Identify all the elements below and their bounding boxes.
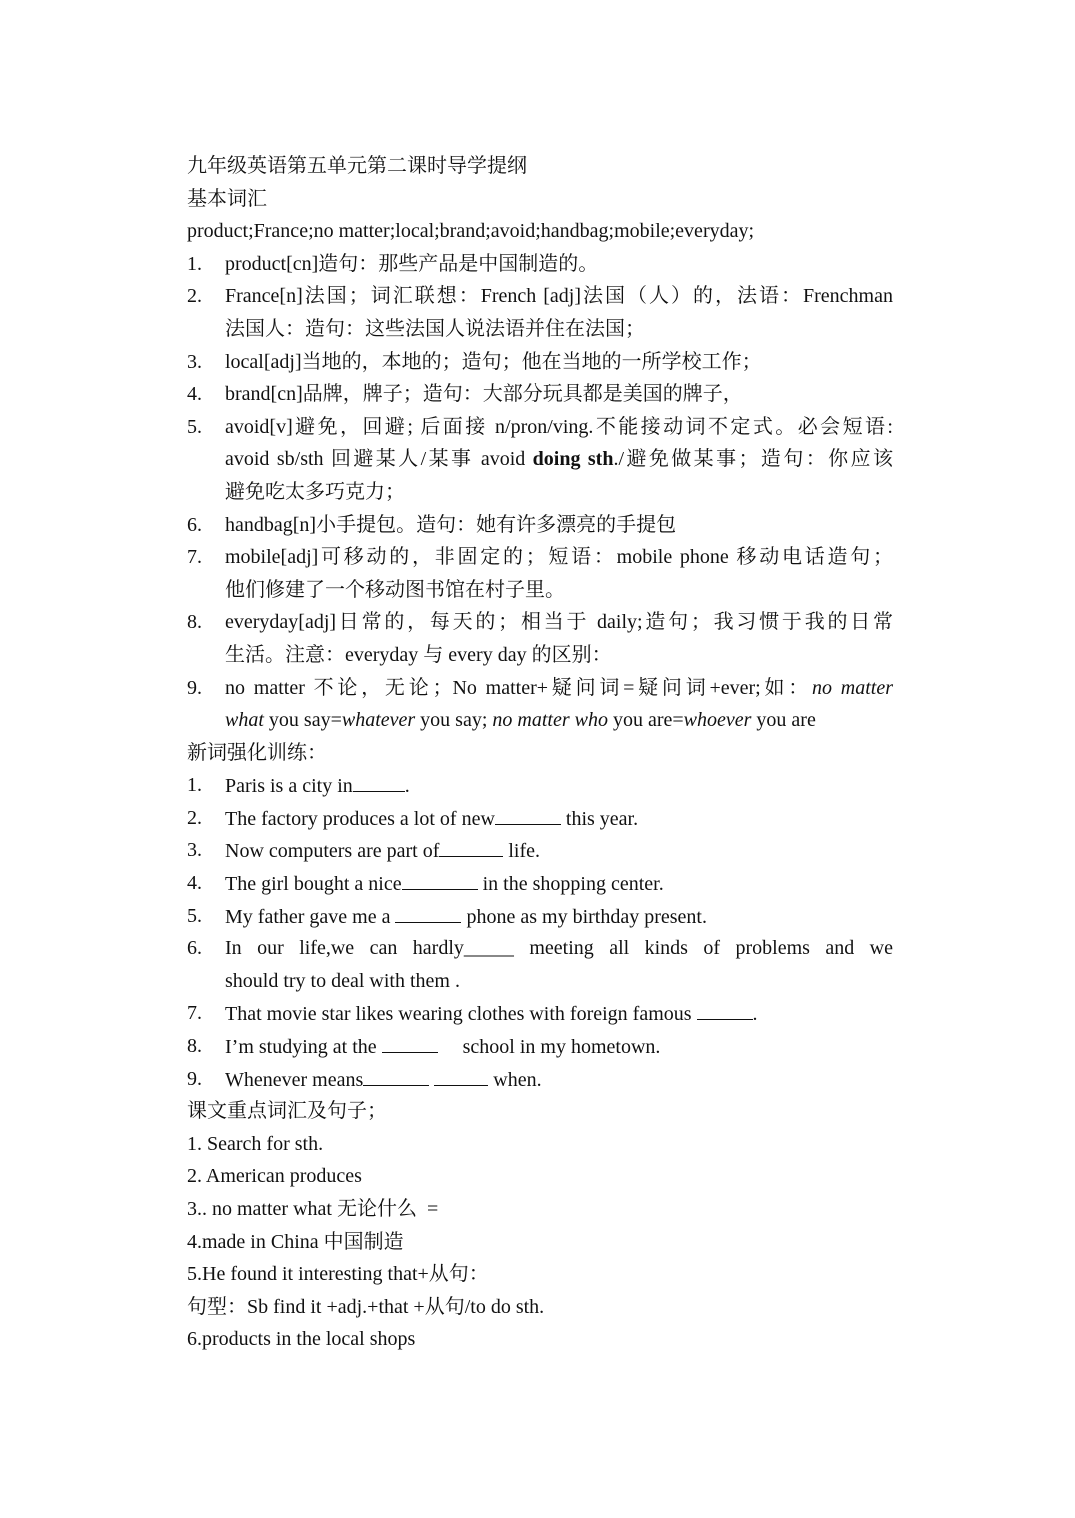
item-number: 5. <box>187 904 202 927</box>
item-text-part: avoid sb/sth 回避某人/某事 avoid <box>225 448 533 471</box>
item-text-part: ./避免做某事；造句：你应该 <box>613 448 894 471</box>
item-text: handbag[n]小手提包。造句：她有许多漂亮的手提包 <box>225 513 677 536</box>
item-text: in the shopping center. <box>477 873 664 896</box>
item-text: avoid[v]避免，回避; 后面接 n/pron/ving.不能接动词不定式。必会短语: <box>225 415 893 438</box>
item-text-italic: what <box>225 709 264 732</box>
item-text: My father gave me a <box>225 905 396 928</box>
item-text: 生活。注意：everyday 与 every day 的区别： <box>225 643 612 666</box>
vocab-item <box>187 280 893 345</box>
item-number: 6. <box>187 937 202 960</box>
item-text-italic: no matter who <box>492 709 608 732</box>
answer-blank[interactable] <box>434 1063 488 1086</box>
vocab-item <box>187 411 893 509</box>
key-item: 3.. no matter what 无论什么 = <box>187 1198 439 1220</box>
drill-item <box>187 1030 893 1063</box>
item-text-italic: whoever <box>683 709 752 732</box>
item-number: 3. <box>187 350 202 373</box>
item-text: should try to deal with them . <box>225 969 460 992</box>
section-heading-key: 课文重点词汇及句子； <box>187 1100 387 1123</box>
item-text <box>225 704 893 737</box>
key-item: 5.He found it interesting that+从句： <box>187 1263 489 1286</box>
drill-item <box>187 802 893 835</box>
item-number: 4. <box>187 872 202 895</box>
item-number: 4. <box>187 383 202 406</box>
item-text: 避免吃太多巧克力； <box>225 480 405 503</box>
item-number: 1. <box>187 774 202 797</box>
key-item: 4.made in China 中国制造 <box>187 1230 404 1253</box>
section-heading-vocab: 基本词汇 <box>187 187 267 210</box>
section-heading-drill: 新词强化训练： <box>187 741 327 764</box>
item-text-bold: doing sth <box>532 448 614 471</box>
vocab-item <box>187 346 893 379</box>
item-text: brand[cn]品牌，牌子；造句：大部分玩具都是美国的牌子， <box>225 383 743 406</box>
answer-blank[interactable] <box>439 834 503 857</box>
item-text: The factory produces a lot of new <box>225 807 495 830</box>
item-text: Paris is a city in <box>225 775 353 798</box>
item-number: 3. <box>187 839 202 862</box>
item-number: 1. <box>187 252 202 275</box>
item-text: mobile[adj]可移动的，非固定的；短语：mobile phone 移动电话造句； <box>225 546 893 569</box>
vocab-item <box>187 672 893 737</box>
item-text-part: you are <box>751 709 816 732</box>
item-number: 8. <box>187 611 202 634</box>
item-text: life. <box>503 840 541 863</box>
item-text: I’m studying at the <box>225 1036 382 1059</box>
drill-item <box>187 997 893 1030</box>
item-text: France[n]法国；词汇联想：French [adj]法国（人）的，法语：Frenchman <box>225 285 893 308</box>
item-number: 2. <box>187 806 202 829</box>
item-number: 8. <box>187 1035 202 1058</box>
item-text: everyday[adj]日常的，每天的；相当于 daily;造句；我习惯于我的日常 <box>225 611 893 634</box>
document-body <box>187 150 893 1356</box>
item-number: 2. <box>187 285 202 308</box>
item-text: . <box>404 775 410 798</box>
item-number: 6. <box>187 513 202 536</box>
vocab-item <box>187 606 893 671</box>
key-item: 6.products in the local shops <box>187 1328 416 1351</box>
item-text-italic: no matter <box>812 676 894 699</box>
drill-item <box>187 769 893 802</box>
item-text: 他们修建了一个移动图书馆在村子里。 <box>225 578 565 601</box>
answer-blank[interactable] <box>402 867 478 890</box>
drill-item <box>187 867 893 900</box>
key-item: 句型：Sb find it +adj.+that +从句/to do sth. <box>187 1295 545 1318</box>
item-text: local[adj]当地的，本地的；造句；他在当地的一所学校工作； <box>225 350 762 373</box>
item-text <box>225 672 893 705</box>
item-text-italic: whatever <box>341 709 416 732</box>
drill-item <box>187 834 893 867</box>
item-text: when. <box>488 1068 542 1091</box>
item-text-part: you say= <box>263 709 342 732</box>
drill-item <box>187 932 893 997</box>
item-text: school in my hometown. <box>437 1036 661 1059</box>
item-text: product[cn]造句：那些产品是中国制造的。 <box>225 252 599 275</box>
item-text: The girl bought a nice <box>225 873 402 896</box>
item-text: this year. <box>560 807 639 830</box>
item-text <box>225 443 893 476</box>
answer-blank[interactable] <box>495 802 561 825</box>
item-text-part: you are= <box>607 709 684 732</box>
item-text: In our life,we can hardly_____ meeting all kinds of problems and we <box>225 937 893 960</box>
item-text: phone as my birthday present. <box>461 905 707 928</box>
page-title: 九年级英语第五单元第二课时导学提纲 <box>187 155 527 177</box>
drill-item <box>187 900 893 933</box>
vocab-item <box>187 378 893 411</box>
item-text-part: no matter 不论，无论；No matter+疑问词=疑问词+ever;如： <box>225 676 813 699</box>
item-text-part: you say; <box>415 709 493 732</box>
item-text: . <box>752 1003 758 1026</box>
item-number: 9. <box>187 676 202 699</box>
item-number: 7. <box>187 546 202 569</box>
vocab-item <box>187 248 893 281</box>
answer-blank[interactable] <box>382 1030 438 1053</box>
item-text: Now computers are part of <box>225 840 440 863</box>
vocab-item <box>187 509 893 542</box>
item-text: 法国人：造句：这些法国人说法语并住在法国； <box>225 317 645 340</box>
item-number: 9. <box>187 1067 202 1090</box>
answer-blank[interactable] <box>697 997 753 1020</box>
drill-item <box>187 1063 893 1096</box>
answer-blank[interactable] <box>363 1063 429 1086</box>
vocab-item <box>187 541 893 606</box>
answer-blank[interactable] <box>395 900 461 923</box>
key-item: 2. American produces <box>187 1165 362 1188</box>
key-item: 1. Search for sth. <box>187 1132 324 1155</box>
vocab-word-list: product;France;no matter;local;brand;avoid;handbag;mobile;everyday; <box>187 220 755 243</box>
item-number: 7. <box>187 1002 202 1025</box>
item-number: 5. <box>187 415 202 438</box>
answer-blank[interactable] <box>353 769 405 792</box>
item-text: Whenever means <box>225 1068 364 1091</box>
item-text: That movie star likes wearing clothes with foreign famous <box>225 1003 697 1026</box>
